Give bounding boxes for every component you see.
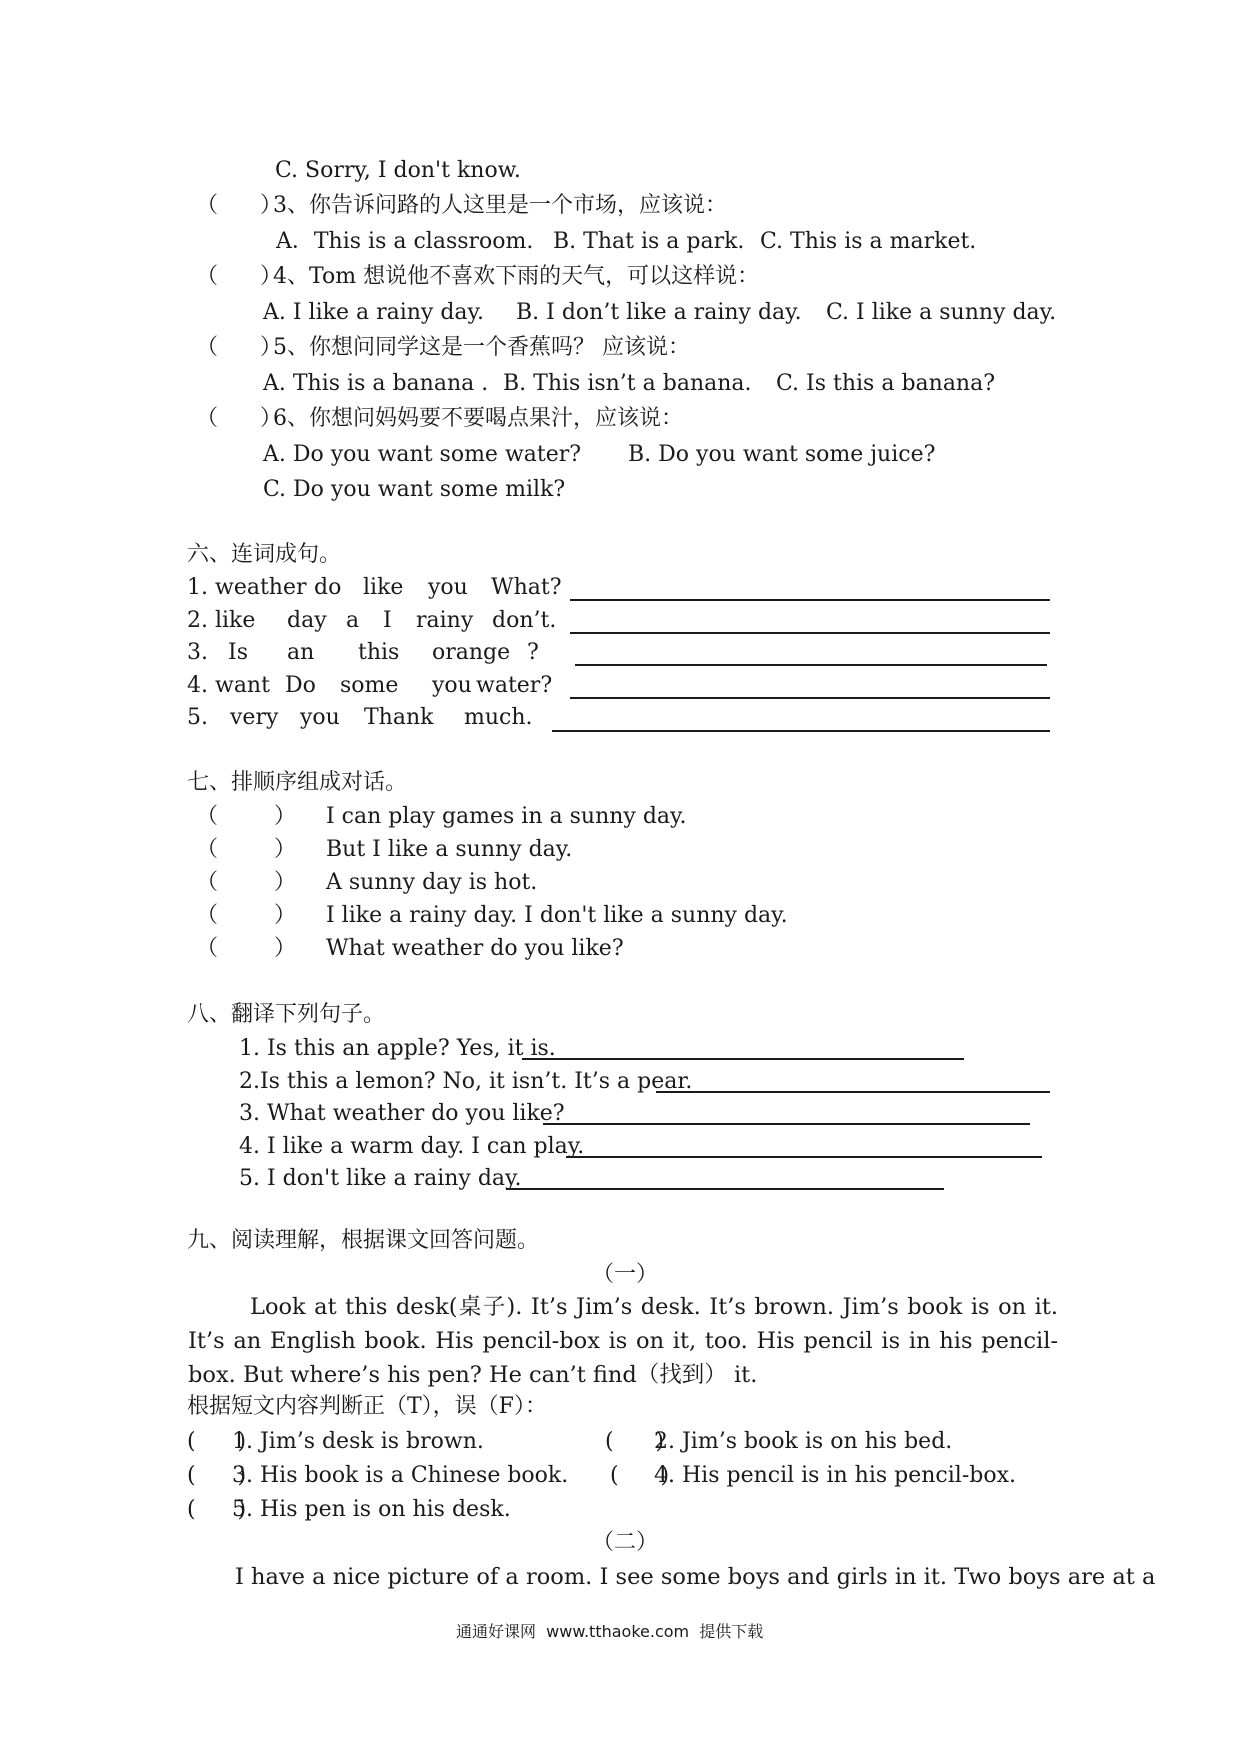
dialogue-line: But I like a sunny day. xyxy=(326,837,573,862)
translate-line: 2.Is this a lemon? No, it isn’t. It’s a pear. xyxy=(239,1069,693,1094)
order-paren[interactable]: （ ） xyxy=(196,903,296,928)
section-8-title: 八、翻译下列句子。 xyxy=(187,1002,386,1027)
translate-line: 3. What weather do you like? xyxy=(239,1101,565,1126)
word: ? xyxy=(527,640,539,665)
dialogue-line: I like a rainy day. I don't like a sunny day. xyxy=(326,903,788,928)
passage-2: I have a nice picture of a room. I see some boys and girls in it. Two boys are at a xyxy=(235,1564,1156,1590)
tf-statement: 1. Jim’s desk is brown. xyxy=(232,1429,484,1454)
tf-paren[interactable]: ( ) xyxy=(187,1429,247,1454)
section-7-title: 七、排顺序组成对话。 xyxy=(187,770,408,795)
q3-prompt: 3、你告诉问路的人这里是一个市场，应该说： xyxy=(273,193,727,218)
word: Is xyxy=(228,640,248,665)
q3-option-b: B. That is a park. xyxy=(553,229,745,254)
tf-paren[interactable]: ( ) xyxy=(187,1463,247,1488)
order-paren[interactable]: （ ） xyxy=(196,837,296,862)
q3-option-a: A．This is a classroom. xyxy=(276,229,534,254)
part-2-heading: （二） xyxy=(592,1530,659,1555)
q4-option-b: B. I don’t like a rainy day. xyxy=(516,300,802,325)
section-9-title: 九、阅读理解，根据课文回答问题。 xyxy=(187,1228,540,1253)
translate-line: 1. Is this an apple? Yes, it is. xyxy=(239,1036,556,1061)
q4-prompt: 4、Tom 想说他不喜欢下雨的天气，可以这样说： xyxy=(273,264,760,289)
answer-blank[interactable] xyxy=(552,730,1050,732)
q6-prompt: 6、你想问妈妈要不要喝点果汁，应该说： xyxy=(273,406,683,431)
answer-blank[interactable] xyxy=(506,1188,944,1190)
tf-statement: 2. Jim’s book is on his bed. xyxy=(654,1429,953,1454)
q4-option-a: A. I like a rainy day. xyxy=(263,300,485,325)
word: orange xyxy=(432,640,511,665)
word: 3. xyxy=(187,640,208,665)
answer-blank[interactable] xyxy=(570,599,1050,601)
word: 5. xyxy=(187,705,208,730)
answer-blank[interactable] xyxy=(543,1123,1030,1125)
translate-line: 5. I don't like a rainy day. xyxy=(239,1166,522,1191)
tf-statement: 3. His book is a Chinese book. xyxy=(232,1463,569,1488)
part-1-heading: （一） xyxy=(592,1262,659,1287)
q5-option-a: A. This is a banana . xyxy=(263,371,489,396)
word: like xyxy=(363,575,404,600)
word: 2. like xyxy=(187,608,256,633)
answer-blank[interactable] xyxy=(566,1156,1042,1158)
word: day xyxy=(287,608,327,633)
word: you xyxy=(428,575,468,600)
passage-1: Look at this desk(桌子). It’s Jim’s desk. It’s brown. Jim’s book is on it. It’s an English book. His pencil-box is on it, too. His pencil is in his pencil-box. But where’s his pen? He can’t find（找到） it. xyxy=(188,1294,1058,1388)
tf-paren[interactable]: ( ) xyxy=(610,1463,670,1488)
word: you xyxy=(300,705,340,730)
q5-paren: （ ） xyxy=(196,335,282,360)
word: an xyxy=(287,640,315,665)
q6-paren: （ ） xyxy=(196,406,282,431)
q5-option-c: C. Is this a banana? xyxy=(776,371,996,396)
q3-option-c: C. This is a market. xyxy=(760,229,977,254)
q4-option-c: C. I like a sunny day. xyxy=(826,300,1057,325)
word: water? xyxy=(476,673,553,698)
word: don’t. xyxy=(492,608,557,633)
q5-option-b: B. This isn’t a banana. xyxy=(503,371,752,396)
tf-paren[interactable]: ( ) xyxy=(187,1497,247,1522)
footer-credit: 通通好课网 www.tthaoke.com 提供下载 xyxy=(456,1622,764,1641)
tf-statement: 5. His pen is on his desk. xyxy=(232,1497,511,1522)
section-6-title: 六、连词成句。 xyxy=(187,542,342,567)
word: 4. want xyxy=(187,673,270,698)
word: What? xyxy=(491,575,562,600)
word: very xyxy=(230,705,279,730)
word: do xyxy=(314,575,342,600)
word: some xyxy=(340,673,399,698)
tf-statement: 4. His pencil is in his pencil-box. xyxy=(654,1463,1016,1488)
word: this xyxy=(358,640,400,665)
word: a xyxy=(346,608,360,633)
word: much. xyxy=(464,705,533,730)
translate-line: 4. I like a warm day. I can play. xyxy=(239,1134,585,1159)
word: you xyxy=(432,673,472,698)
order-paren[interactable]: （ ） xyxy=(196,804,296,829)
q2-option-c: C. Sorry, I don't know. xyxy=(275,158,521,183)
word: Do xyxy=(285,673,316,698)
q6-option-b: B. Do you want some juice? xyxy=(628,442,936,467)
word: I xyxy=(383,608,392,633)
word: 1. weather xyxy=(187,575,307,600)
tf-instruction: 根据短文内容判断正（T），误（F）： xyxy=(187,1394,547,1419)
dialogue-line: A sunny day is hot. xyxy=(326,870,538,895)
word: Thank xyxy=(364,705,434,730)
answer-blank[interactable] xyxy=(656,1091,1050,1093)
answer-blank[interactable] xyxy=(570,697,1050,699)
answer-blank[interactable] xyxy=(522,1058,964,1060)
dialogue-line: I can play games in a sunny day. xyxy=(326,804,687,829)
q6-option-a: A. Do you want some water? xyxy=(263,442,582,467)
order-paren[interactable]: （ ） xyxy=(196,936,296,961)
answer-blank[interactable] xyxy=(570,632,1050,634)
answer-blank[interactable] xyxy=(575,664,1047,666)
q6-option-c: C. Do you want some milk? xyxy=(263,477,566,502)
q3-paren: （ ） xyxy=(196,193,282,218)
dialogue-line: What weather do you like? xyxy=(326,936,624,961)
q4-paren: （ ） xyxy=(196,264,282,289)
order-paren[interactable]: （ ） xyxy=(196,870,296,895)
tf-paren[interactable]: ( ) xyxy=(605,1429,665,1454)
q5-prompt: 5、你想问同学这是一个香蕉吗？ 应该说： xyxy=(273,335,690,360)
word: rainy xyxy=(416,608,474,633)
